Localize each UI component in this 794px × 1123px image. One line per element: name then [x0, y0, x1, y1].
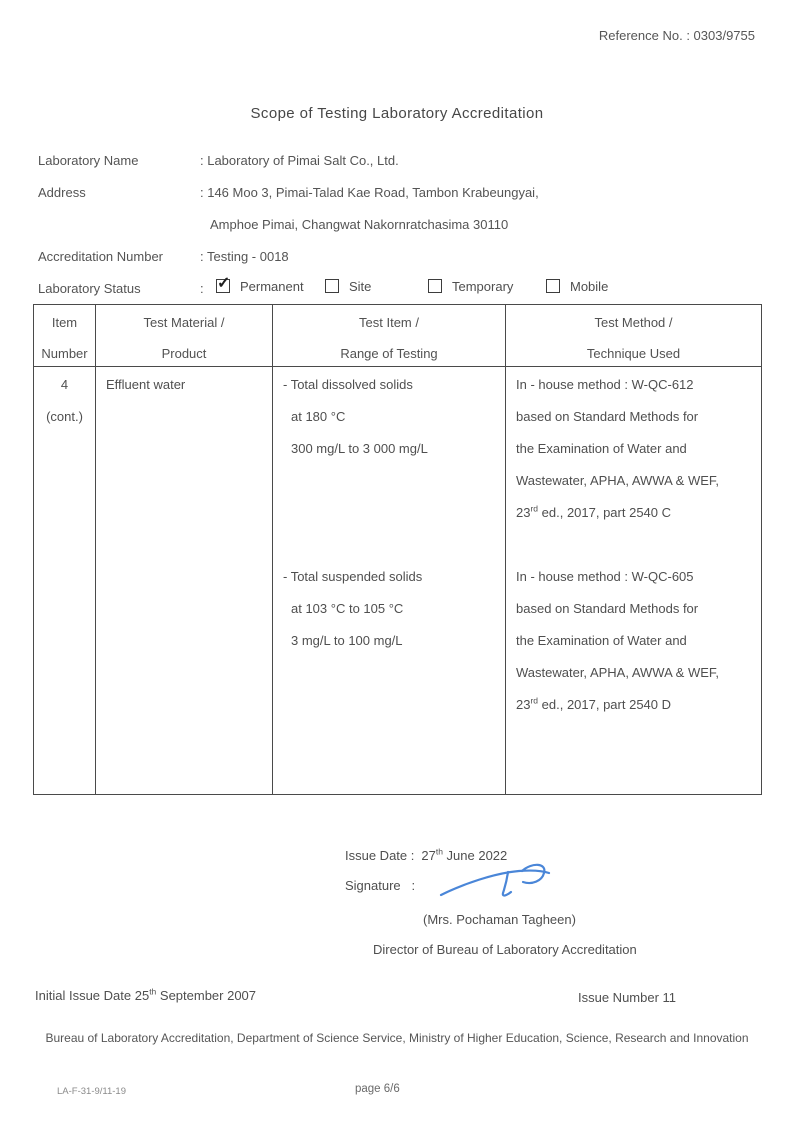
header-line: Test Item / — [359, 315, 419, 330]
method-cell — [506, 367, 761, 794]
status-option-label: Site — [349, 279, 372, 294]
signatory-title: Director of Bureau of Laboratory Accreditation — [373, 942, 637, 957]
method-edition-rest: ed., 2017, part 2540 D — [538, 697, 672, 712]
method-line: In - house method : W-QC-605 — [516, 569, 694, 584]
signature-label: Signature : — [345, 878, 416, 893]
laboratory-name-value: : Laboratory of Pimai Salt Co., Ltd. — [200, 153, 399, 168]
issue-date-day: 27 — [421, 848, 436, 863]
method-line — [516, 497, 757, 529]
accreditation-number-value: : Testing - 0018 — [200, 249, 289, 264]
method-line: Wastewater, APHA, AWWA & WEF, — [516, 473, 719, 488]
address-line-2: Amphoe Pimai, Changwat Nakornratchasima 30110 — [210, 217, 509, 232]
issue-date-ordinal: th — [435, 846, 443, 857]
header-line: Number — [41, 346, 88, 361]
reference-number: Reference No. : 0303/9755 — [598, 28, 755, 43]
method-line: Wastewater, APHA, AWWA & WEF, — [516, 665, 719, 680]
test-item-line: 300 mg/L to 3 000 mg/L — [291, 441, 428, 456]
item-number: 4 — [60, 377, 69, 392]
accreditation-number-label: Accreditation Number — [38, 249, 163, 264]
test-item-line: - Total dissolved solids — [283, 377, 413, 392]
checkbox-site — [325, 279, 339, 293]
status-option-mobile — [546, 279, 608, 294]
address-label: Address — [38, 185, 86, 200]
signatory-name: (Mrs. Pochaman Tagheen) — [423, 912, 576, 927]
material-name: Effluent water — [106, 377, 186, 392]
item-number-cont: (cont.) — [46, 409, 83, 424]
page-title: Scope of Testing Laboratory Accreditation — [250, 105, 544, 122]
issue-number: Issue Number 11 — [578, 990, 677, 1005]
checkbox-mobile — [546, 279, 560, 293]
test-item-line: at 180 °C — [291, 409, 346, 424]
method-edition-sup: rd — [530, 503, 539, 514]
status-option-label: Mobile — [570, 279, 609, 294]
header-line: Test Material / — [143, 315, 225, 330]
laboratory-name-label: Laboratory Name — [38, 153, 139, 168]
document-code: LA-F-31-9/11-19 — [57, 1086, 126, 1097]
bureau-footer: Bureau of Laboratory Accreditation, Department of Science Service, Ministry of Higher Education, Science, Research and Innovation — [45, 1031, 749, 1045]
header-line: Technique Used — [586, 346, 681, 361]
header-item-number — [34, 305, 96, 369]
test-item-line: - Total suspended solids — [283, 569, 423, 584]
material-cell — [96, 367, 273, 794]
initial-issue-date — [35, 988, 256, 1003]
method-line: the Examination of Water and — [516, 441, 687, 456]
item-number-cell — [34, 367, 96, 794]
page-number: page 6/6 — [355, 1083, 400, 1095]
header-test-item — [273, 305, 506, 369]
method-line: In - house method : W-QC-612 — [516, 377, 694, 392]
test-item-cell — [273, 367, 506, 794]
status-option-permanent — [216, 279, 304, 294]
method-line: based on Standard Methods for — [516, 601, 699, 616]
status-option-temporary — [428, 279, 513, 294]
initial-issue-rest: September 2007 — [156, 988, 257, 1003]
scope-table — [33, 304, 762, 795]
signature-image — [437, 860, 557, 904]
issue-date-rest: June 2022 — [442, 848, 508, 863]
initial-issue-ordinal: th — [149, 986, 157, 997]
header-line: Product — [161, 346, 207, 361]
header-line: Test Method / — [594, 315, 673, 330]
address-line-1: : 146 Moo 3, Pimai-Talad Kae Road, Tambon Krabeungyai, — [200, 185, 539, 200]
laboratory-status-colon: : — [200, 281, 204, 296]
method-edition-sup: rd — [530, 695, 539, 706]
table-header-row — [34, 305, 761, 367]
method-edition: 23 — [516, 505, 531, 520]
header-line: Item — [51, 315, 78, 330]
method-edition: 23 — [516, 697, 531, 712]
method-line: based on Standard Methods for — [516, 409, 699, 424]
checkbox-permanent — [216, 279, 230, 293]
header-line: Range of Testing — [340, 346, 438, 361]
laboratory-status-label: Laboratory Status — [38, 281, 141, 296]
header-test-method — [506, 305, 761, 369]
method-line: the Examination of Water and — [516, 633, 687, 648]
checkbox-temporary — [428, 279, 442, 293]
test-item-line: 3 mg/L to 100 mg/L — [291, 633, 403, 648]
header-test-material — [96, 305, 273, 369]
initial-issue-prefix: Initial Issue Date 25 — [35, 988, 150, 1003]
method-edition-rest: ed., 2017, part 2540 C — [538, 505, 672, 520]
status-option-label: Permanent — [240, 279, 304, 294]
method-line — [516, 689, 757, 721]
issue-date-label: Issue Date : — [345, 848, 415, 863]
status-option-site — [325, 279, 371, 294]
table-body-row — [34, 367, 761, 794]
status-option-label: Temporary — [452, 279, 514, 294]
test-item-line: at 103 °C to 105 °C — [291, 601, 404, 616]
